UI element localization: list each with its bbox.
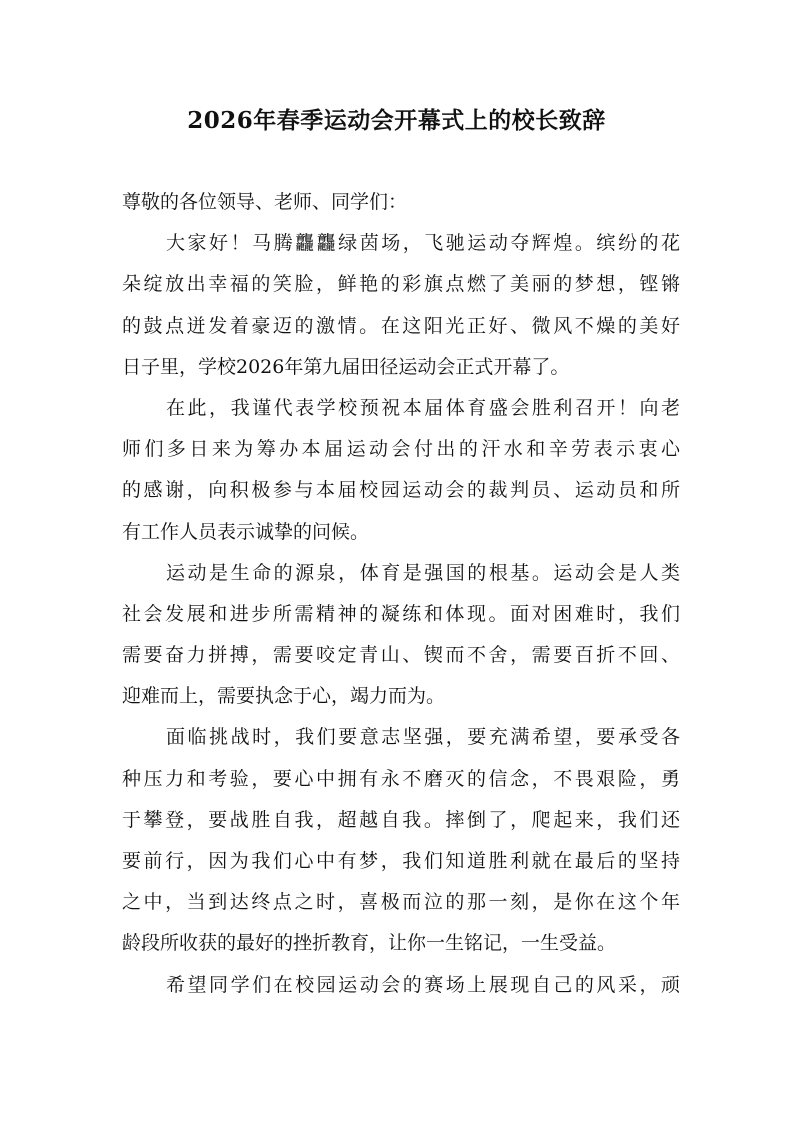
paragraph-line: 在此，我谨代表学校预祝本届体育盛会胜利召开！向老 bbox=[166, 396, 680, 419]
document-body bbox=[122, 188, 680, 1012]
document-title: 2026年春季运动会开幕式上的校长致辞 bbox=[187, 107, 606, 134]
paragraph-line: 运动是生命的源泉，体育是强国的根基。运动会是人类 bbox=[166, 561, 680, 584]
paragraph-line: 有工作人员表示诚挚的问候。 bbox=[122, 520, 370, 543]
paragraph-line: 希望同学们在校园运动会的赛场上展现自己的风采，顽 bbox=[166, 973, 680, 996]
paragraph-line: 龄段所收获的最好的挫折教育，让你一生铭记，一生受益。 bbox=[122, 932, 617, 955]
paragraph-line: 朵绽放出幸福的笑脸，鲜艳的彩旗点燃了美丽的梦想，铿锵 bbox=[122, 273, 680, 296]
paragraph-line: 迎难而上，需要执念于心，竭力而为。 bbox=[122, 685, 446, 708]
paragraph-line: 需要奋力拼搏，需要咬定青山、锲而不舍，需要百折不回、 bbox=[122, 644, 680, 667]
paragraph-line: 大家好！马腾龘龘绿茵场，飞驰运动夺辉煌。缤纷的花 bbox=[166, 232, 680, 255]
paragraph-line: 种压力和考验，要心中拥有永不磨灭的信念，不畏艰险，勇 bbox=[122, 767, 680, 790]
paragraph-line: 之中，当到达终点之时，喜极而泣的那一刻，是你在这个年 bbox=[122, 891, 680, 914]
paragraph-line: 社会发展和进步所需精神的凝练和体现。面对困难时，我们 bbox=[122, 602, 680, 625]
paragraph-line: 的感谢，向积极参与本届校园运动会的裁判员、运动员和所 bbox=[122, 479, 680, 502]
paragraph-line: 的鼓点迸发着豪迈的激情。在这阳光正好、微风不燥的美好 bbox=[122, 314, 680, 337]
paragraph-line: 师们多日来为筹办本届运动会付出的汗水和辛劳表示衷心 bbox=[122, 438, 680, 461]
paragraph-line: 日子里，学校2026年第九届田径运动会正式开幕了。 bbox=[122, 355, 570, 378]
paragraph-line: 面临挑战时，我们要意志坚强，要充满希望，要承受各 bbox=[166, 726, 680, 749]
greeting: 尊敬的各位领导、老师、同学们： bbox=[122, 191, 408, 213]
paragraph-line: 于攀登，要战胜自我，超越自我。摔倒了，爬起来，我们还 bbox=[122, 808, 680, 831]
paragraph-line: 要前行，因为我们心中有梦，我们知道胜利就在最后的坚持 bbox=[122, 850, 680, 872]
